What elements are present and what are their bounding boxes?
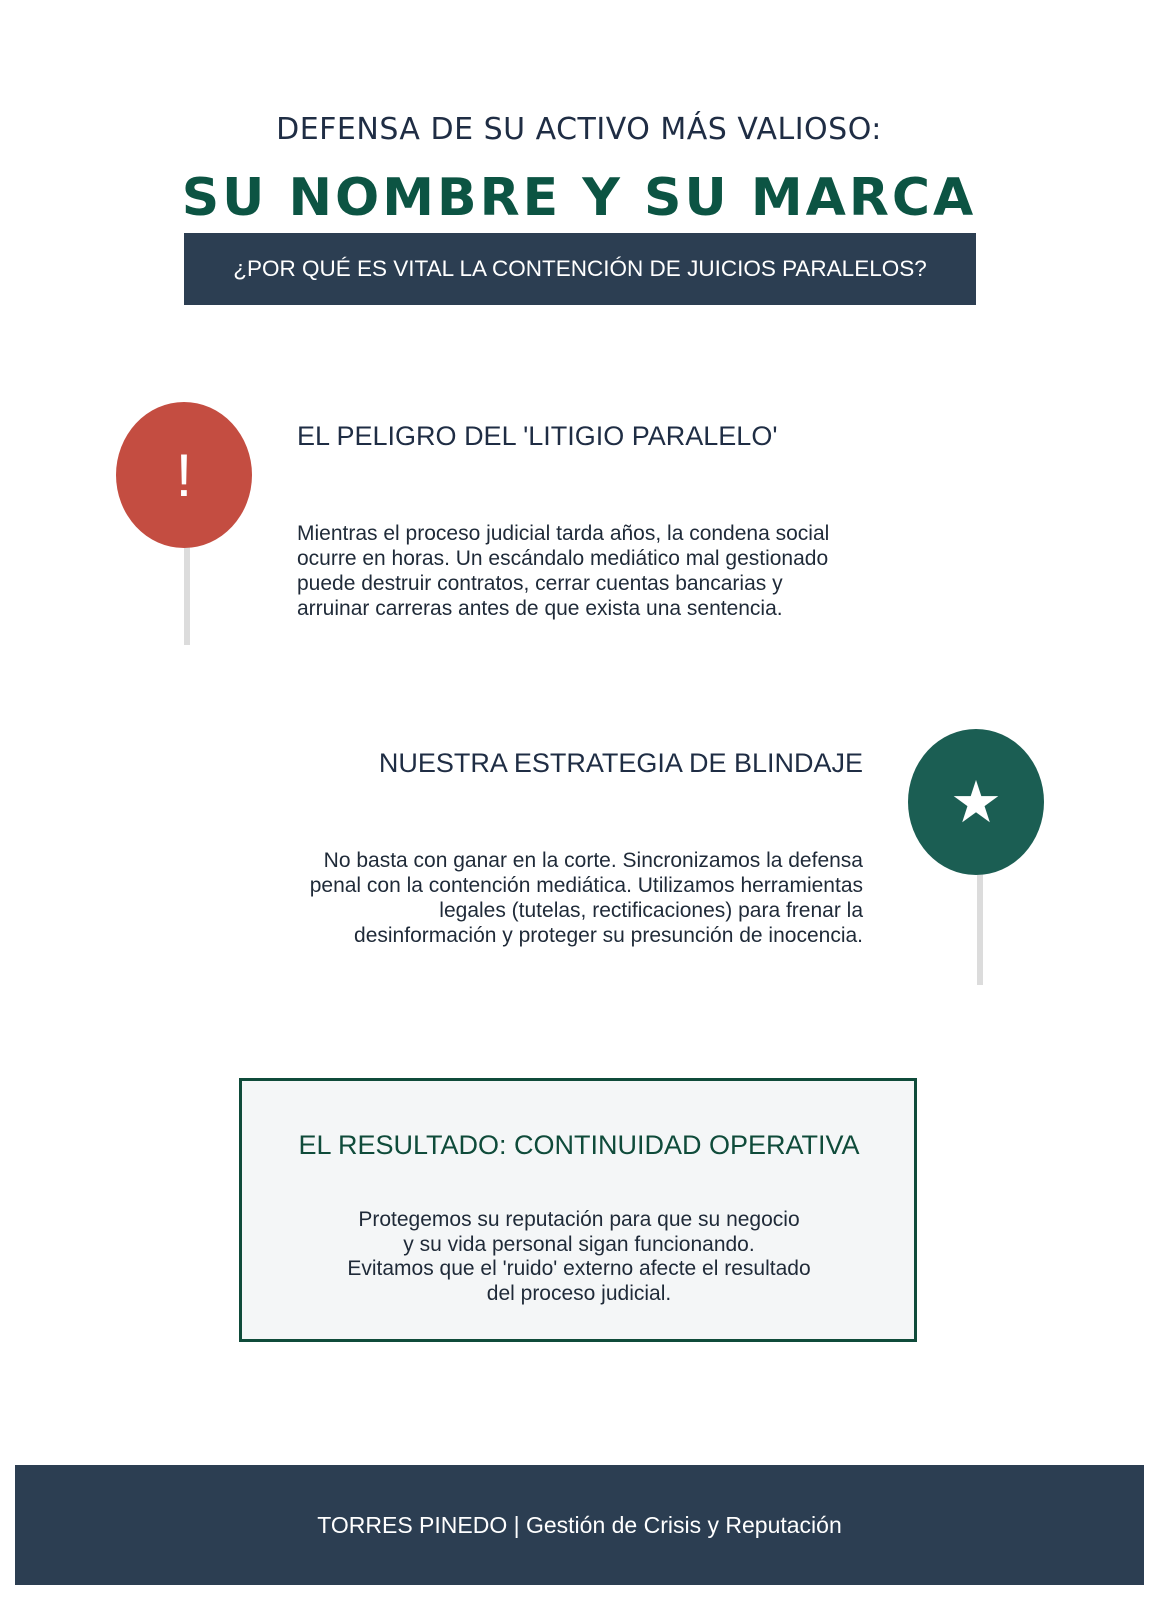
result-title: EL RESULTADO: CONTINUIDAD OPERATIVA	[298, 1130, 860, 1160]
result-text	[0, 1208, 1158, 1306]
star-icon: ★	[908, 729, 1044, 875]
exclamation-icon: !	[116, 402, 252, 548]
page-kicker: DEFENSA DE SU ACTIVO MÁS VALIOSO:	[276, 112, 882, 147]
page-title: SU NOMBRE Y SU MARCA	[181, 168, 977, 228]
footer-text: TORRES PINEDO | Gestión de Crisis y Reputación	[317, 1511, 842, 1538]
text-line: y su vida personal sigan funcionando.	[403, 1232, 755, 1256]
section-strategy-title: NUESTRA ESTRATEGIA DE BLINDAJE	[378, 748, 863, 778]
subtitle-banner	[184, 233, 976, 305]
section-danger-title: EL PELIGRO DEL 'LITIGIO PARALELO'	[297, 421, 778, 451]
text-line: desinformación y proteger su presunción de inocencia.	[354, 924, 863, 947]
subtitle-banner-text: ¿POR QUÉ ES VITAL LA CONTENCIÓN DE JUICIOS PARALELOS?	[233, 256, 927, 281]
text-line: penal con la contención mediática. Utilizamos herramientas	[309, 874, 863, 897]
section-danger-text	[297, 521, 897, 621]
section-strategy-text	[255, 848, 863, 948]
text-line: Evitamos que el 'ruido' externo afecte el resultado	[347, 1257, 811, 1280]
text-line: Mientras el proceso judicial tarda años, la condena social	[297, 522, 830, 545]
timeline-stem	[977, 868, 983, 985]
text-line: No basta con ganar en la corte. Sincronizamos la defensa	[323, 849, 863, 872]
text-line: del proceso judicial.	[486, 1281, 672, 1305]
text-line: legales (tutelas, rectificaciones) para frenar la	[439, 899, 863, 922]
footer-bar	[15, 1465, 1144, 1585]
text-line: Protegemos su reputación para que su negocio	[358, 1208, 800, 1231]
text-line: puede destruir contratos, cerrar cuentas bancarias y	[297, 572, 783, 595]
text-line: ocurre en horas. Un escándalo mediático mal gestionado	[297, 547, 829, 570]
text-line: arruinar carreras antes de que exista una sentencia.	[297, 597, 783, 620]
timeline-stem	[184, 540, 190, 645]
